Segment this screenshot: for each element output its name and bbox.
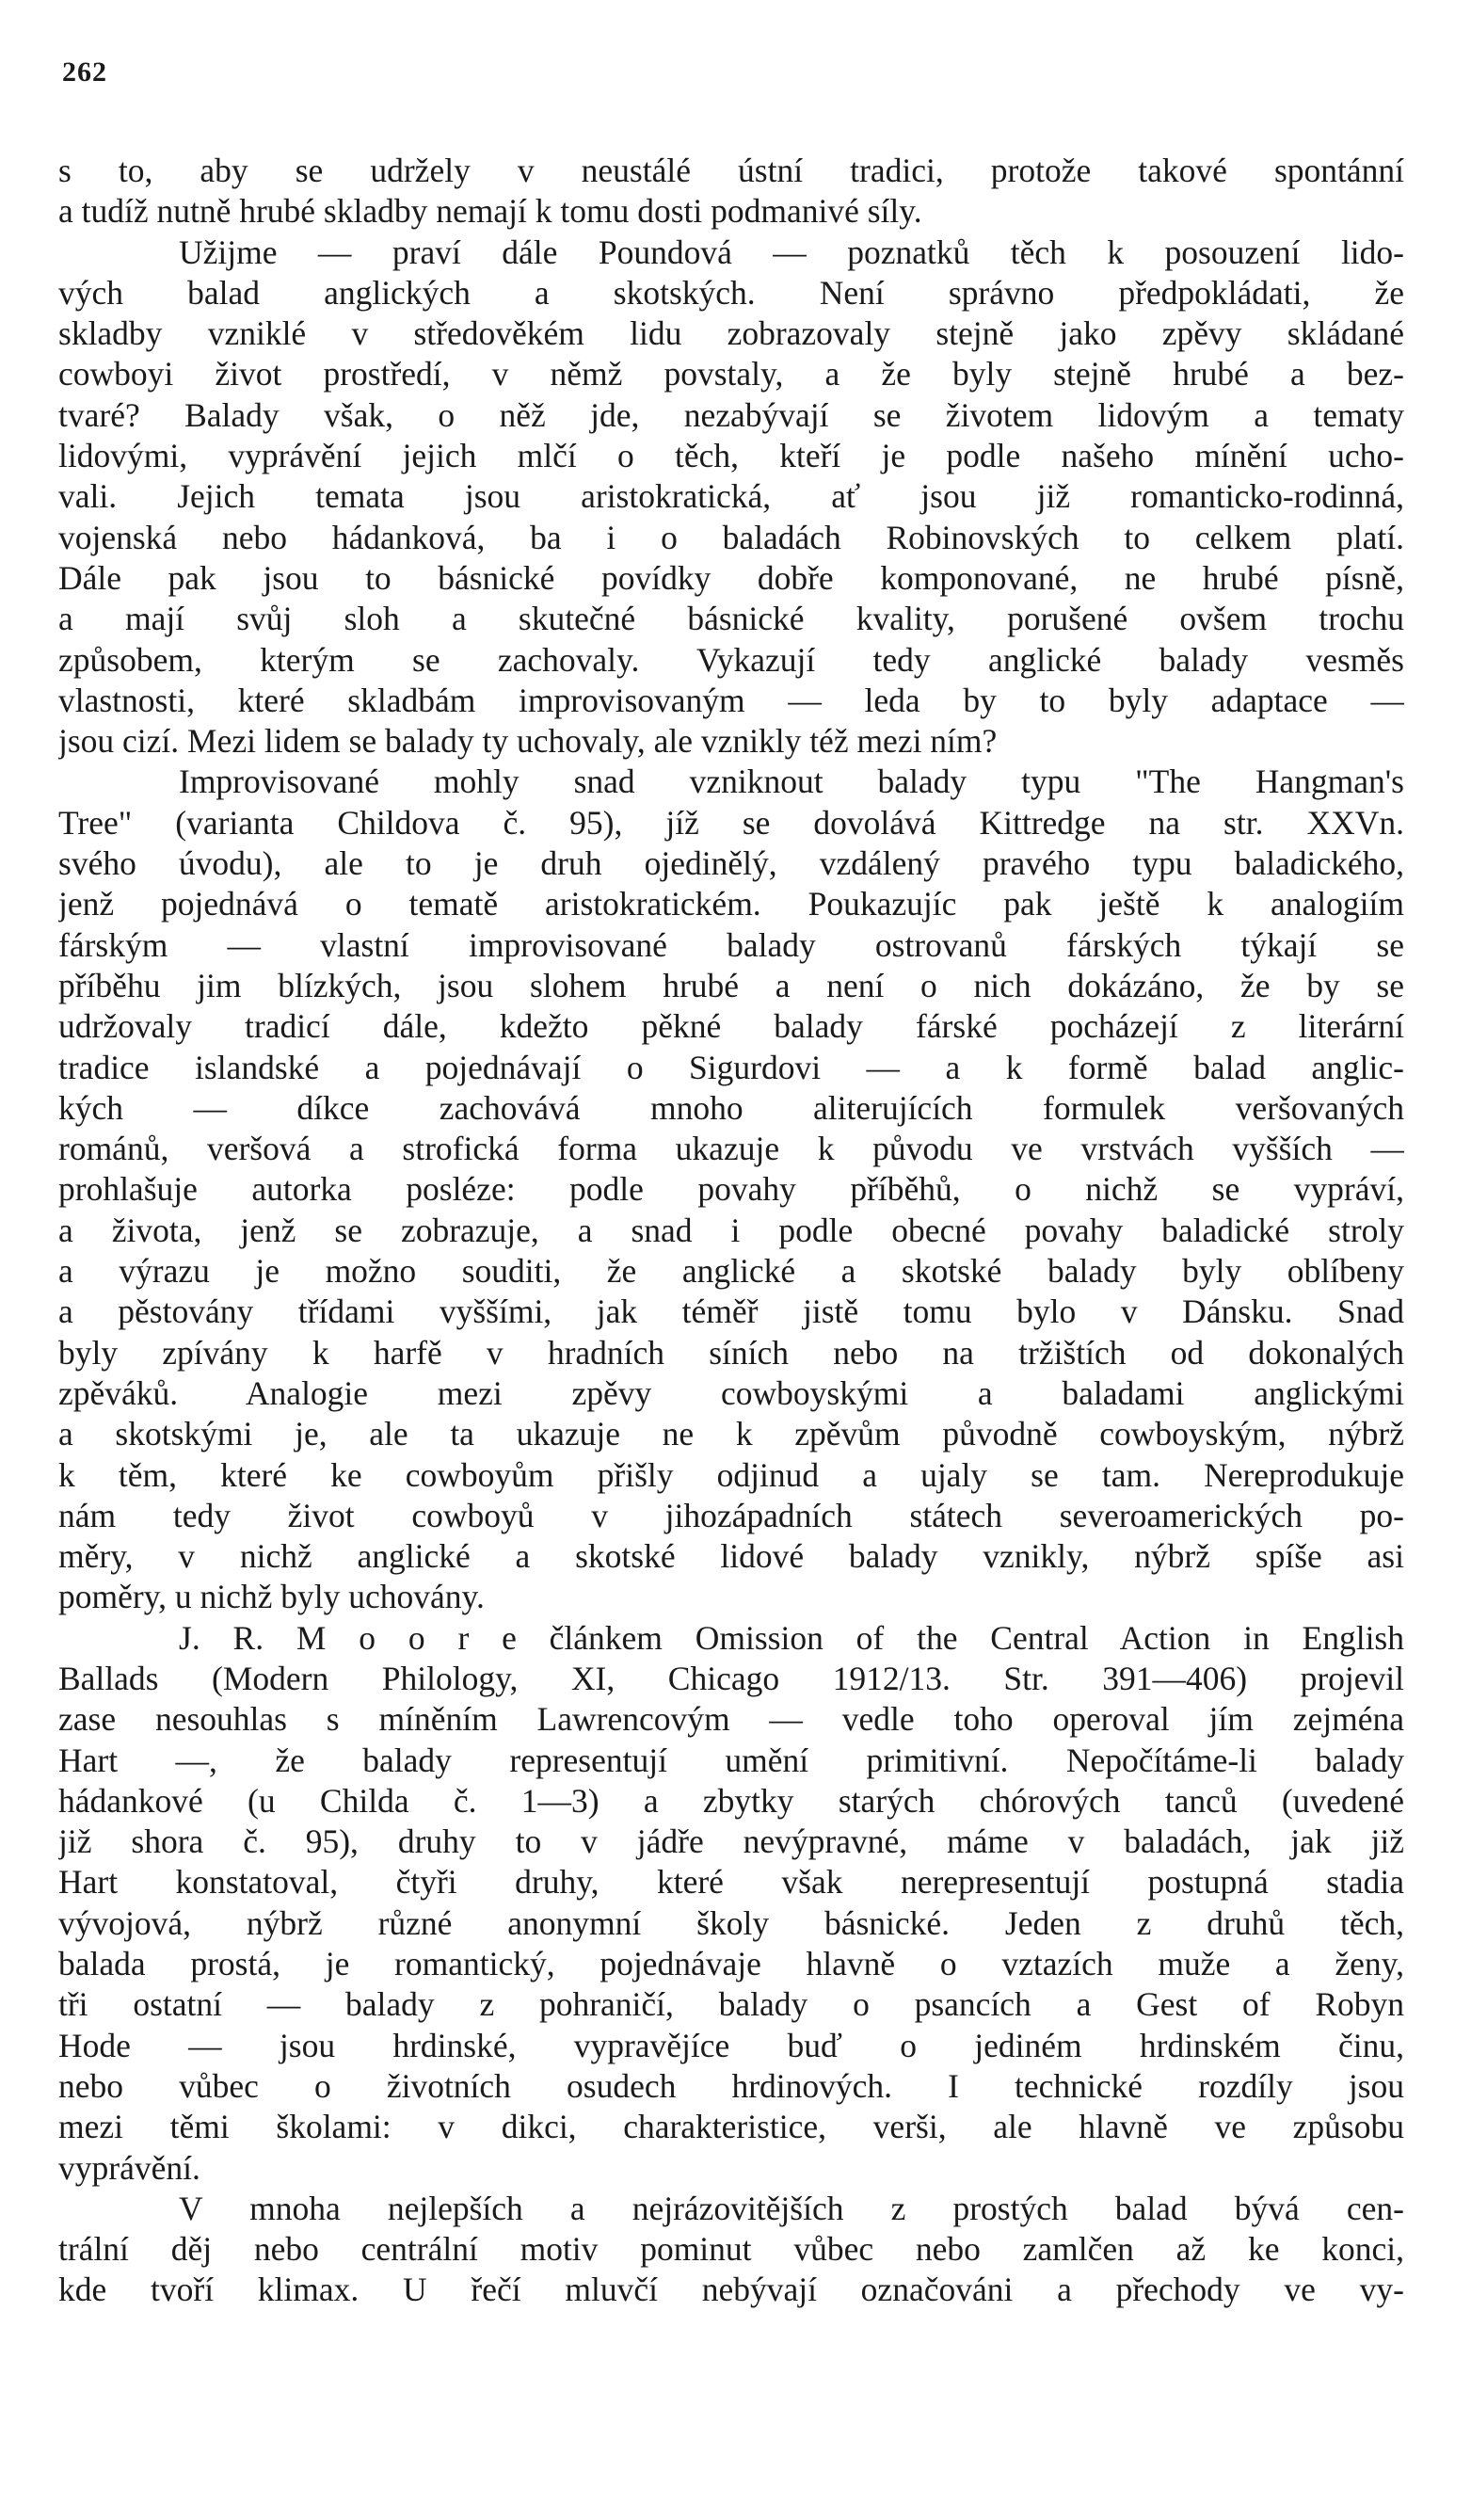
paragraph: [58, 762, 1404, 1617]
text-line: vojenská nebo hádanková, ba i o baladách Robinovských to celkem platí.: [58, 518, 1404, 556]
text-line: svého úvodu), ale to je druh ojedinělý, vzdálený pravého typu baladického,: [58, 844, 1404, 883]
text-line: Hode — jsou hrdinské, vypravějíce buď o jediném hrdinském činu,: [58, 2026, 1404, 2064]
text-line: Tree" (varianta Childova č. 95), jíž se dovolává Kittredge na str. XXVn.: [58, 803, 1404, 842]
paragraph: [58, 2189, 1404, 2311]
text-line: poměry, u nichž byly uchovány.: [58, 1578, 485, 1616]
text-line: příběhu jim blízkých, jsou slohem hrubé a není o nich dokázáno, že by se: [58, 966, 1404, 1004]
text-line: a výrazu je možno souditi, že anglické a skotské balady byly oblíbeny: [58, 1252, 1404, 1291]
text-line: tradice islandské a pojednávají o Sigurdovi — a k formě balad anglic-: [58, 1048, 1404, 1086]
text-line: románů, veršová a strofická forma ukazuje k původu ve vrstvách vyšších —: [58, 1130, 1404, 1168]
text-line: jenž pojednává o tematě aristokratickém. Poukazujíc pak ještě k analogiím: [58, 885, 1404, 923]
text-line: trální děj nebo centrální motiv pominut vůbec nebo zamlčen až ke konci,: [58, 2230, 1404, 2269]
text-line: již shora č. 95), druhy to v jádře nevýpravné, máme v baladách, jak již: [58, 1822, 1404, 1861]
text-line: a života, jenž se zobrazuje, a snad i podle obecné povahy baladické stroly: [58, 1211, 1404, 1249]
text-line: k těm, které ke cowboyům přišly odjinud a ujaly se tam. Nereprodukuje: [58, 1455, 1404, 1494]
text-line: prohlašuje autorka posléze: podle povahy příběhů, o nichž se vypráví,: [58, 1170, 1404, 1209]
text-line: jsou cizí. Mezi lidem se balady ty uchovaly, ale vznikly též mezi ním?: [58, 722, 998, 761]
text-line: a pěstovány třídami vyššími, jak téměř jistě tomu bylo v Dánsku. Snad: [58, 1292, 1404, 1331]
text-line: Užijme — praví dále Poundová — poznatků těch k posouzení lido-: [179, 233, 1404, 271]
paragraph: [58, 233, 1404, 762]
text-line: udržovaly tradicí dále, kdežto pěkné balady fárské pocházejí z literární: [58, 1007, 1404, 1046]
text-line: tvaré? Balady však, o něž jde, nezabývají se životem lidovým a tematy: [58, 395, 1404, 434]
text-line: skladby vzniklé v středověkém lidu zobrazovaly stejně jako zpěvy skládané: [58, 314, 1404, 353]
text-line: a mají svůj sloh a skutečné básnické kvality, porušené ovšem trochu: [58, 600, 1404, 638]
text-line: tři ostatní — balady z pohraničí, balady o psancích a Gest of Robyn: [58, 1985, 1404, 2024]
text-line: J. R. M o o r e článkem Omission of the Central Action in English: [179, 1618, 1404, 1657]
text-line: Improvisované mohly snad vzniknout balady typu "The Hangman's: [179, 762, 1404, 801]
text-line: fárským — vlastní improvisované balady ostrovanů fárských týkají se: [58, 925, 1404, 964]
text-line: kých — díkce zachovává mnoho aliterujících formulek veršovaných: [58, 1088, 1404, 1127]
body-text: [58, 151, 1404, 2311]
paragraph: [58, 1618, 1404, 2189]
text-line: a tudíž nutně hrubé skladby nemají k tomu dosti podmanivé síly.: [58, 192, 922, 231]
text-line: nebo vůbec o životních osudech hrdinových. I technické rozdíly jsou: [58, 2066, 1404, 2105]
page-number: 262: [62, 56, 107, 88]
text-line: Hart konstatoval, čtyři druhy, které však nerepresentují postupná stadia: [58, 1863, 1404, 1902]
text-line: s to, aby se udržely v neustálé ústní tradici, protože takové spontánní: [58, 152, 1404, 189]
text-line: cowboyi život prostředí, v němž povstaly, a že byly stejně hrubé a bez-: [58, 355, 1404, 393]
text-line: Hart —, že balady representují umění primitivní. Nepočítáme-li balady: [58, 1741, 1404, 1779]
text-line: nám tedy život cowboyů v jihozápadních státech severoamerických po-: [58, 1496, 1404, 1534]
paragraph: [58, 151, 1404, 233]
text-line: zase nesouhlas s míněním Lawrencovým — vedle toho operoval jím zejména: [58, 1700, 1404, 1739]
text-line: lidovými, vyprávění jejich mlčí o těch, kteří je podle našeho mínění ucho-: [58, 437, 1404, 475]
text-line: vých balad anglických a skotských. Není správno předpokládati, že: [58, 273, 1404, 312]
text-line: vyprávění.: [58, 2148, 200, 2187]
text-line: způsobem, kterým se zachovaly. Vykazují tedy anglické balady vesměs: [58, 640, 1404, 679]
text-line: Ballads (Modern Philology, XI, Chicago 1912/13. Str. 391—406) projevil: [58, 1659, 1404, 1697]
text-line: hádankové (u Childa č. 1—3) a zbytky starých chórových tanců (uvedené: [58, 1781, 1404, 1820]
text-line: V mnoha nejlepších a nejrázovitějších z prostých balad bývá cen-: [179, 2189, 1404, 2227]
text-line: vlastnosti, které skladbám improvisovaným — leda by to byly adaptace —: [58, 681, 1404, 719]
text-line: zpěváků. Analogie mezi zpěvy cowboyskými a baladami anglickými: [58, 1373, 1404, 1412]
text-line: mezi těmi školami: v dikci, charakteristice, verši, ale hlavně ve způsobu: [58, 2108, 1404, 2146]
text-line: balada prostá, je romantický, pojednávaje hlavně o vztazích muže a ženy,: [58, 1945, 1404, 1983]
text-line: vali. Jejich temata jsou aristokratická, ať jsou již romanticko-rodinná,: [58, 477, 1404, 516]
text-line: a skotskými je, ale ta ukazuje ne k zpěvům původně cowboyským, nýbrž: [58, 1415, 1404, 1453]
text-line: kde tvoří klimax. U řečí mluvčí nebývají označováni a přechody ve vy-: [58, 2271, 1404, 2309]
text-line: měry, v nichž anglické a skotské lidové balady vznikly, nýbrž spíše asi: [58, 1537, 1404, 1576]
text-line: vývojová, nýbrž různé anonymní školy básnické. Jeden z druhů těch,: [58, 1903, 1404, 1942]
text-line: Dále pak jsou to básnické povídky dobře komponované, ne hrubé písně,: [58, 558, 1404, 597]
text-line: byly zpívány k harfě v hradních síních nebo na tržištích od dokonalých: [58, 1333, 1404, 1372]
